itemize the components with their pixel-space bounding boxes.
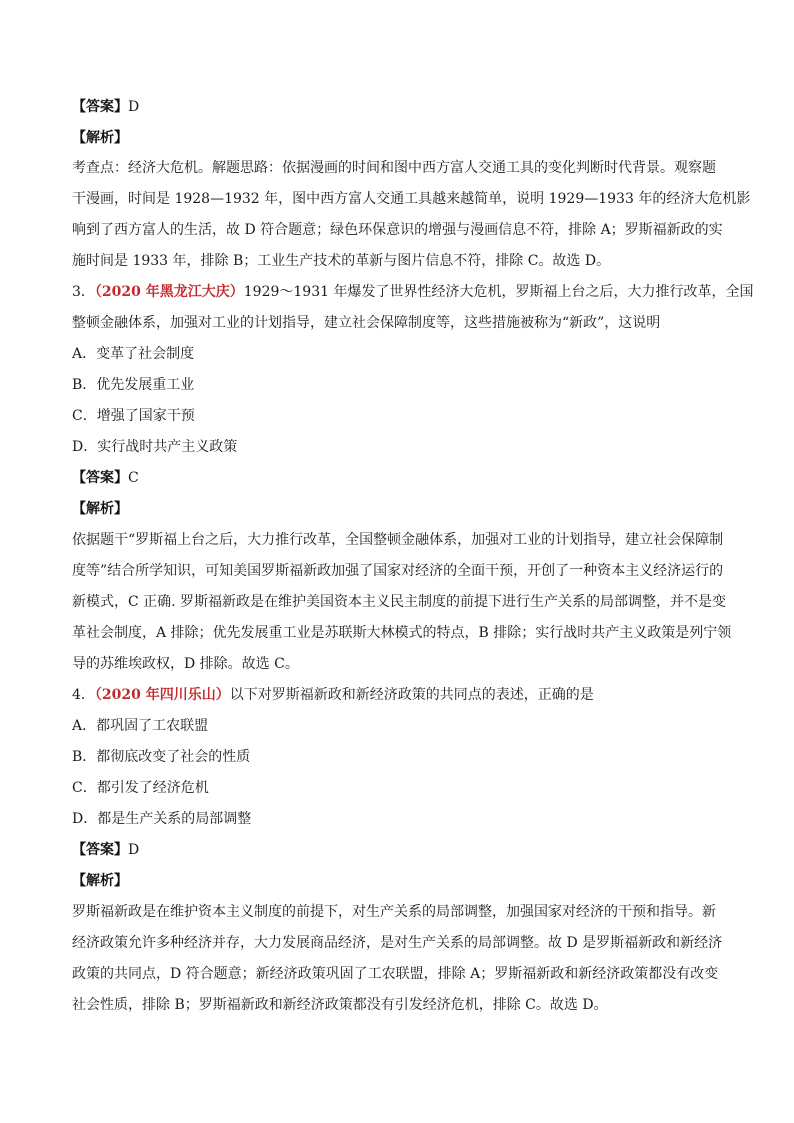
answer-value: D (128, 842, 140, 858)
analysis-line: 新模式，C 正确. 罗斯福新政是在维护美国资本主义民主制度的前提下进行生产关系的局部调整，并不是变 (72, 594, 727, 610)
option-d: D．都是生产关系的局部调整 (72, 811, 252, 827)
question-stem-text: 1929～1931 年爆发了世界性经济大危机，罗斯福上台之后，大力推行改革，全国 (243, 284, 754, 300)
answer-tag: 【答案】 (72, 99, 128, 115)
analysis-line: 考查点：经济大危机。解题思路：依据漫画的时间和图中西方富人交通工具的变化判断时代背景。观察题 (72, 160, 716, 176)
question-4-options (72, 711, 727, 835)
question-source: （2020 年黑龙江大庆） (94, 284, 244, 300)
question-stem-text: 以下对罗斯福新政和新经济政策的共同点的表述，正确的是 (229, 687, 594, 703)
analysis-line: 依据题干“罗斯福上台之后，大力推行改革，全国整顿金融体系，加强对工业的计划指导，建立社会保障制 (72, 532, 724, 548)
analysis-line: 社会性质，排除 B；罗斯福新政和新经济政策都没有引发经济危机，排除 C。故选 D。 (72, 997, 608, 1013)
analysis-line: 罗斯福新政是在维护资本主义制度的前提下，对生产关系的局部调整，加强国家对经济的干预和指导。新 (72, 904, 716, 920)
analysis-line: 政策的共同点，D 符合题意；新经济政策巩固了工农联盟，排除 A；罗斯福新政和新经济政策都没有改变 (72, 966, 719, 982)
analysis-line: 度等”结合所学知识，可知美国罗斯福新政加强了国家对经济的全面干预，开创了一种资本主义经济运行的 (72, 563, 724, 579)
question-4-answer (72, 835, 727, 897)
question-stem-line (72, 277, 754, 308)
analysis-tag: 【解析】 (72, 873, 128, 889)
question-stem-line: 整顿金融体系，加强对工业的计划指导，建立社会保障制度等，这些措施被称为“新政”，这说明 (72, 315, 661, 331)
analysis-line: 施时间是 1933 年，排除 B；工业生产技术的革新与图片信息不符，排除 C。故选 D。 (72, 253, 611, 269)
question-3-options (72, 339, 727, 463)
analysis-text (72, 897, 727, 1021)
answer-line (72, 463, 727, 494)
analysis-tag: 【解析】 (72, 130, 128, 146)
answer-value: D (128, 99, 140, 115)
question-3-stem (72, 277, 754, 339)
option-d: D．实行战时共产主义政策 (72, 439, 238, 455)
analysis-line: 响到了西方富人的生活，故 D 符合题意；绿色环保意识的增强与漫画信息不符，排除 A；罗斯福新政的实 (72, 222, 723, 238)
analysis-heading (72, 128, 727, 148)
option-b: B．都彻底改变了社会的性质 (72, 749, 251, 765)
analysis-text (72, 153, 751, 277)
question-4-stem (72, 680, 727, 711)
analysis-line: 干漫画，时间是 1928—1932 年，图中西方富人交通工具越来越简单，说明 1929—1933 年的经济大危机影 (72, 191, 751, 207)
answer-tag: 【答案】 (72, 470, 128, 486)
question-stem-line (72, 680, 727, 711)
analysis-tag: 【解析】 (72, 501, 128, 517)
analysis-line: 导的苏维埃政权，D 排除。故选 C。 (72, 656, 299, 672)
question-number: 3． (72, 284, 95, 300)
question-source: （2020 年四川乐山） (94, 687, 230, 703)
option-c: C．都引发了经济危机 (72, 780, 209, 796)
answer-line (72, 97, 727, 117)
analysis-line: 革社会制度，A 排除；优先发展重工业是苏联斯大林模式的特点，B 排除；实行战时共产主义政策是列宁领 (72, 625, 732, 641)
question-number: 4． (72, 687, 95, 703)
analysis-line: 经济政策允许多种经济并存，大力发展商品经济，是对生产关系的局部调整。故 D 是罗斯福新政和新经济 (72, 935, 723, 951)
analysis-heading (72, 494, 727, 525)
analysis-heading (72, 866, 727, 897)
answer-line (72, 835, 727, 866)
option-b: B．优先发展重工业 (72, 377, 195, 393)
option-a: A．变革了社会制度 (72, 346, 195, 362)
question-3-answer (72, 463, 727, 525)
answer-tag: 【答案】 (72, 842, 128, 858)
option-c: C．增强了国家干预 (72, 408, 195, 424)
answer-value: C (128, 470, 139, 486)
page-content (72, 97, 754, 1021)
analysis-text (72, 525, 732, 680)
option-a: A．都巩固了工农联盟 (72, 718, 209, 734)
